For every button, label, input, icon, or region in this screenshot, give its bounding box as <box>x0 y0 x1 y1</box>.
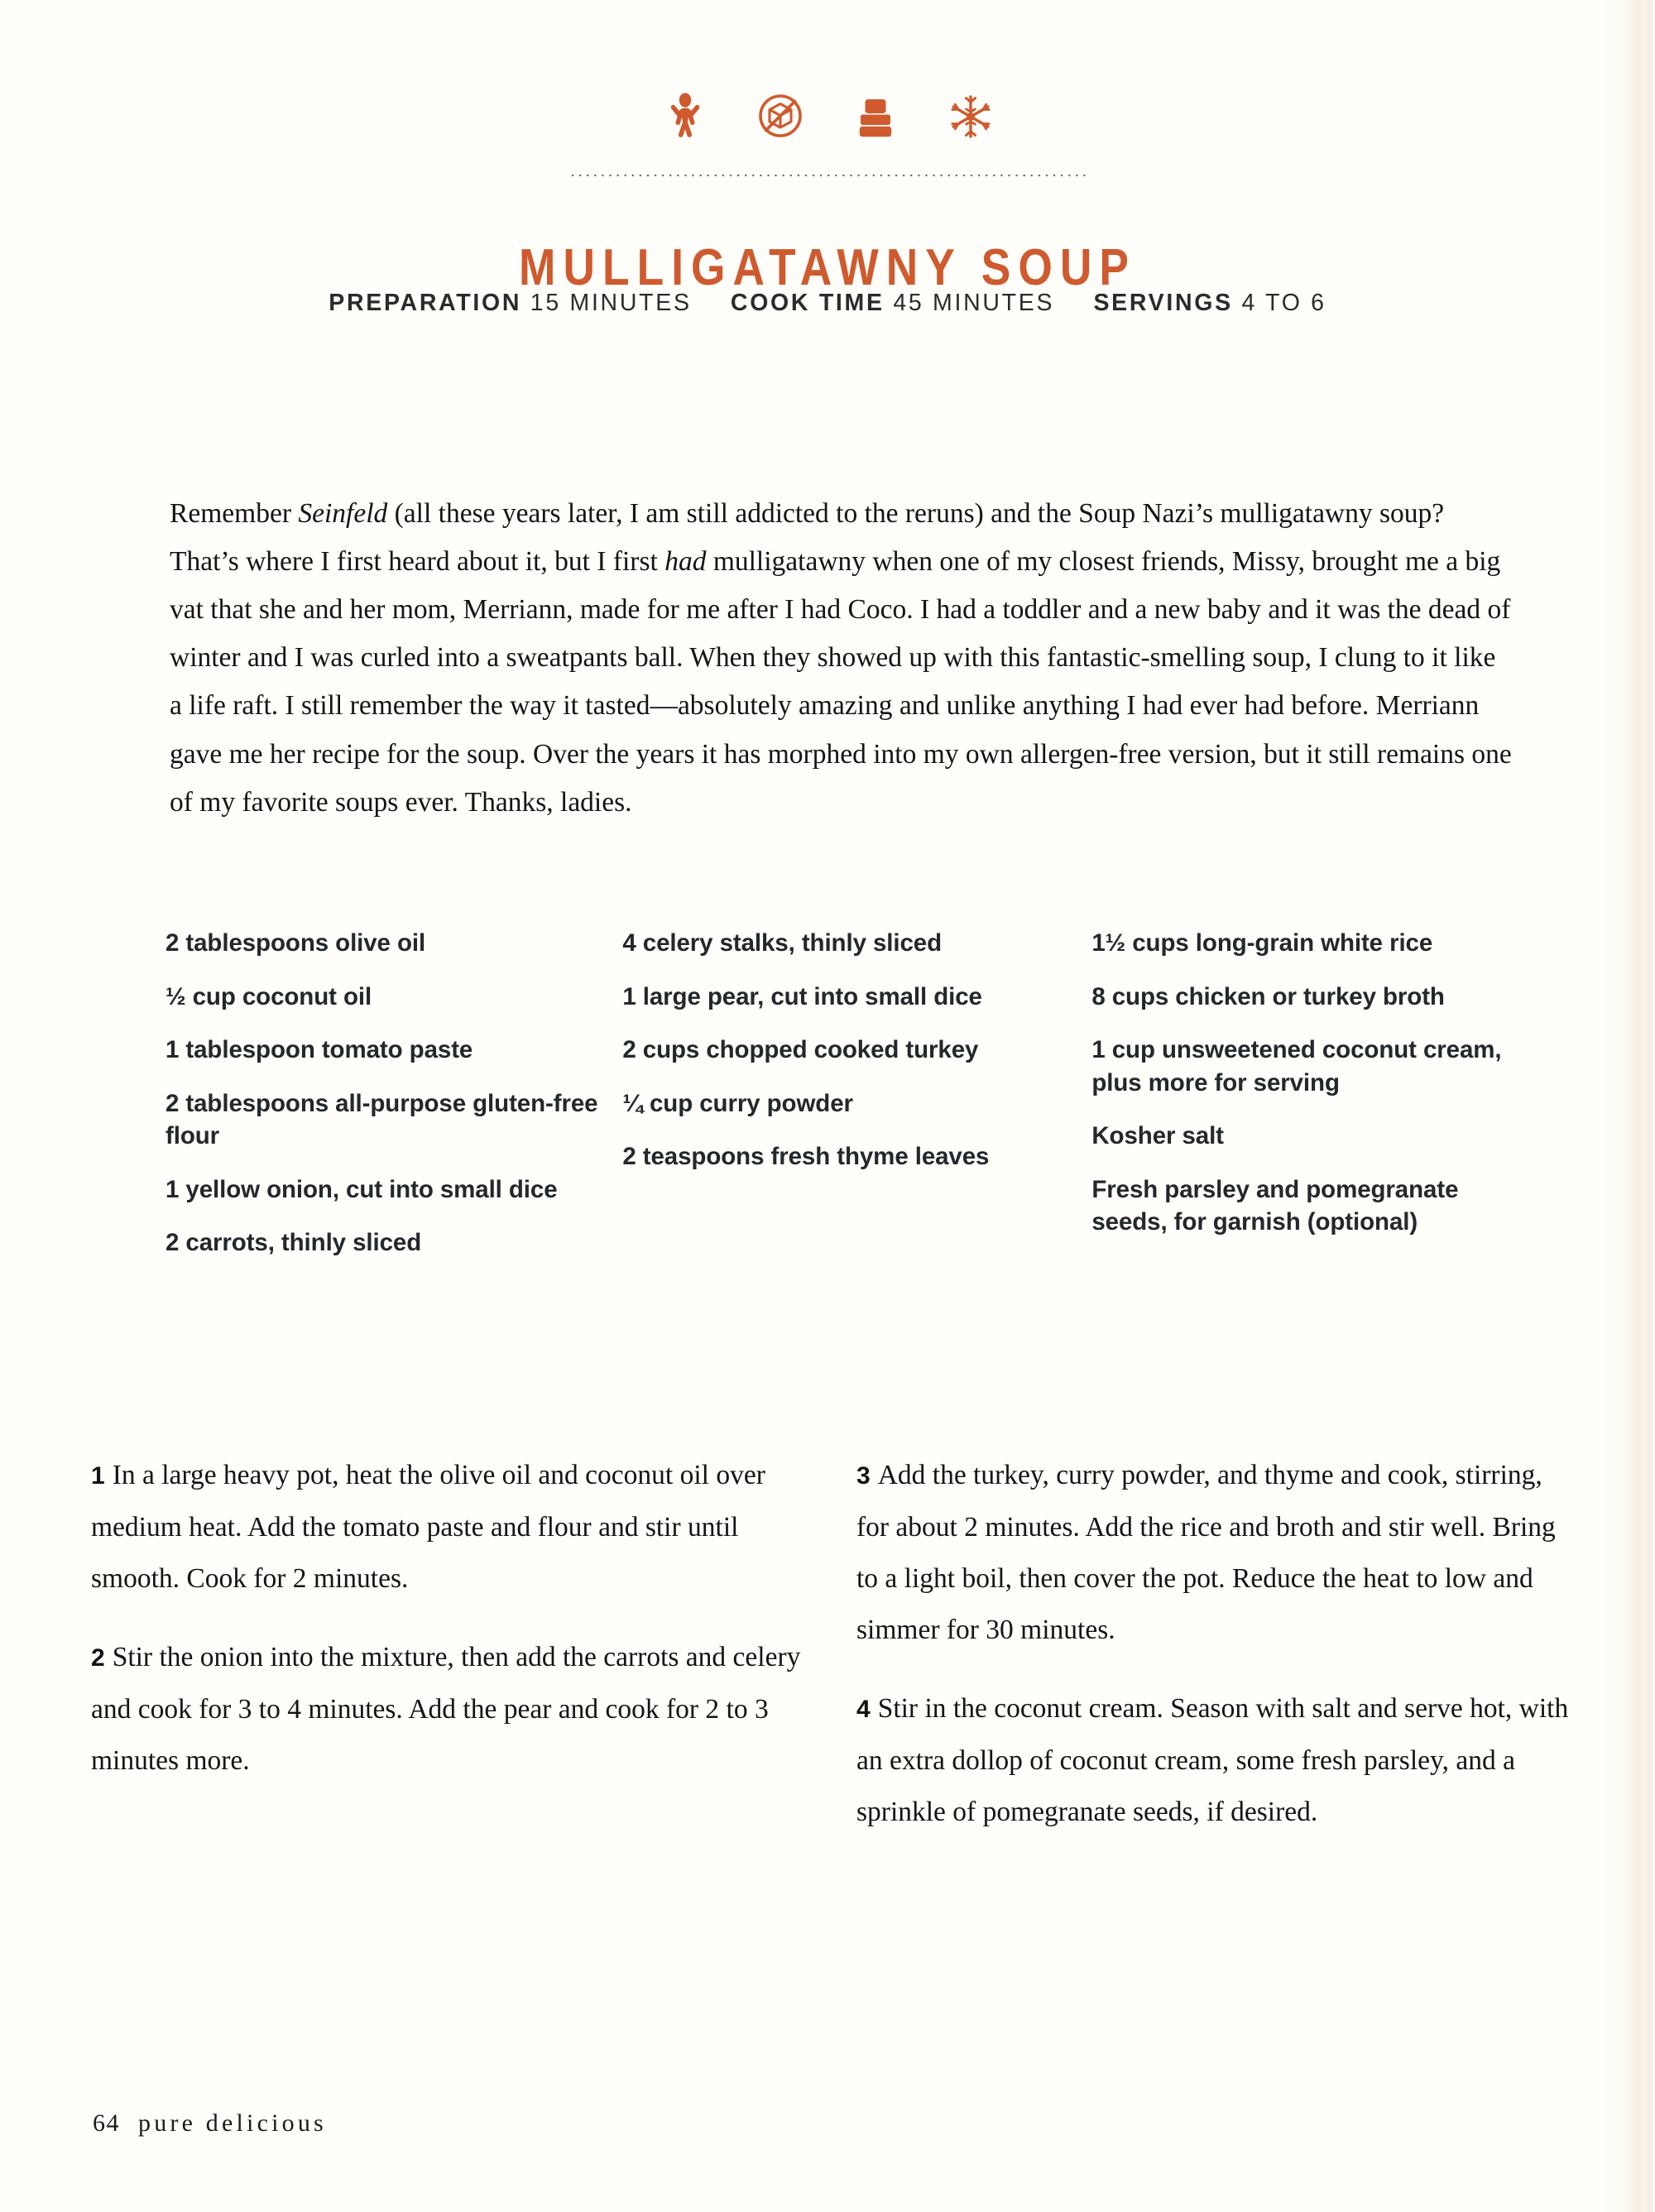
ingredient-item: 1 yellow onion, cut into small dice <box>166 1175 558 1203</box>
headnote-part-2: (all these years later, I am still addicted to the reruns) and the Soup Nazi’s mulligatawny soup? That’s where I first heard about it, but I first <box>170 497 1445 577</box>
headnote-part-1: Remember <box>170 497 299 529</box>
step-number: 2 <box>91 1644 105 1672</box>
step-text: Stir in the coconut cream. Season with salt and serve hot, with an extra dollop of coconut cream, some fresh parsley, and a sprinkle of pomegranate seeds, if desired. <box>856 1693 1569 1827</box>
prep-label: PREPARATION <box>329 290 522 316</box>
cook-time-label: COOK TIME <box>730 290 885 316</box>
ingredient-item: Fresh parsley and pomegranate seeds, for garnish (optional) <box>1091 1175 1459 1236</box>
step-text: In a large heavy pot, heat the olive oil and coconut oil over medium heat. Add the tomato paste and flour and stir until smooth. Cook for 2 minutes. <box>91 1459 765 1594</box>
ingredient-item: 1 cup unsweetened coconut cream, plus more for serving <box>1091 1036 1502 1096</box>
dotted-divider <box>569 173 1087 178</box>
instruction-step <box>91 1632 807 1787</box>
instruction-step <box>856 1450 1572 1656</box>
servings-label: SERVINGS <box>1093 290 1233 316</box>
page-edge-shadow <box>1597 0 1655 2212</box>
page-title: MULLIGATAWNY SOUP <box>519 238 1136 296</box>
ingredient-column-1 <box>166 927 622 1260</box>
page-edge-highlight <box>1643 0 1655 2212</box>
ingredient-item: 1 tablespoon tomato paste <box>166 1036 473 1063</box>
cook-time-value: 45 MINUTES <box>893 290 1055 316</box>
instructions-column-left <box>91 1422 807 1838</box>
dietary-badge-row <box>0 88 1655 139</box>
freezer-snowflake-icon <box>945 88 996 139</box>
instructions-column-right <box>856 1422 1572 1838</box>
headnote-italic-had: had <box>664 545 707 577</box>
step-text: Add the turkey, curry powder, and thyme and cook, stirring, for about 2 minutes. Add the rice and broth and stir well. Bring to a light boil, then cover the pot. Reduce the heat to low and simmer for 30 minutes. <box>856 1459 1556 1645</box>
ingredient-item: ¼ cup curry powder <box>622 1089 853 1117</box>
instructions-list <box>91 1422 1572 1838</box>
ingredient-item: Kosher salt <box>1091 1122 1224 1149</box>
headnote-italic-seinfeld: Seinfeld <box>298 497 388 529</box>
step-text: Stir the onion into the mixture, then add the carrots and celery and cook for 3 to 4 minutes. Add the pear and cook for 2 to 3 minutes more. <box>91 1642 801 1776</box>
book-title: pure delicious <box>138 2109 327 2137</box>
ingredient-column-3 <box>1091 927 1523 1260</box>
ingredient-item: 4 celery stalks, thinly sliced <box>622 929 943 957</box>
ingredients-list <box>166 927 1523 1260</box>
step-number: 4 <box>856 1696 871 1723</box>
instruction-step <box>91 1450 807 1605</box>
ingredient-item: 2 cups chopped cooked turkey <box>622 1036 979 1063</box>
step-number: 1 <box>91 1461 105 1490</box>
step-number: 3 <box>856 1461 871 1490</box>
servings-value: 4 TO 6 <box>1241 290 1326 316</box>
ingredient-item: 1 large pear, cut into small dice <box>622 982 982 1010</box>
prep-value: 15 MINUTES <box>530 290 692 316</box>
ingredient-item: 1½ cups long-grain white rice <box>1091 929 1433 957</box>
page-number: 64 <box>93 2109 120 2137</box>
kid-friendly-icon <box>660 88 711 139</box>
ingredient-item: 8 cups chicken or turkey broth <box>1091 982 1445 1010</box>
ingredient-item: 2 teaspoons fresh thyme leaves <box>622 1143 990 1170</box>
page-footer <box>93 2111 327 2136</box>
ingredient-item: ½ cup coconut oil <box>166 982 372 1010</box>
ingredient-item: 2 carrots, thinly sliced <box>166 1229 422 1256</box>
slow-cooker-icon <box>850 88 901 139</box>
headnote-part-3: mulligatawny when one of my closest friends, Missy, brought me a big vat that she and her mom, Merriann, made for me after I had Coco. I had a toddler and a new baby and it was the dead of winter and I was curled into a sweatpants ball. When they showed up with this fantastic-smelling soup, I clung to it like a life raft. I still remember the way it tasted—absolutely amazing and unlike anything I had ever had before. Merriann gave me her recipe for the soup. Over the years it has morphed into my own allergen-free version, but it still remains one of my favorite soups ever. Thanks, ladies. <box>170 545 1512 818</box>
ingredient-item: 2 tablespoons all-purpose gluten-free flour <box>166 1089 598 1149</box>
ingredient-column-2 <box>622 927 1091 1260</box>
recipe-meta <box>0 291 1655 315</box>
no-sugar-icon <box>755 88 806 139</box>
instruction-step <box>856 1683 1572 1838</box>
recipe-headnote <box>170 490 1514 827</box>
ingredient-item: 2 tablespoons olive oil <box>166 929 426 957</box>
